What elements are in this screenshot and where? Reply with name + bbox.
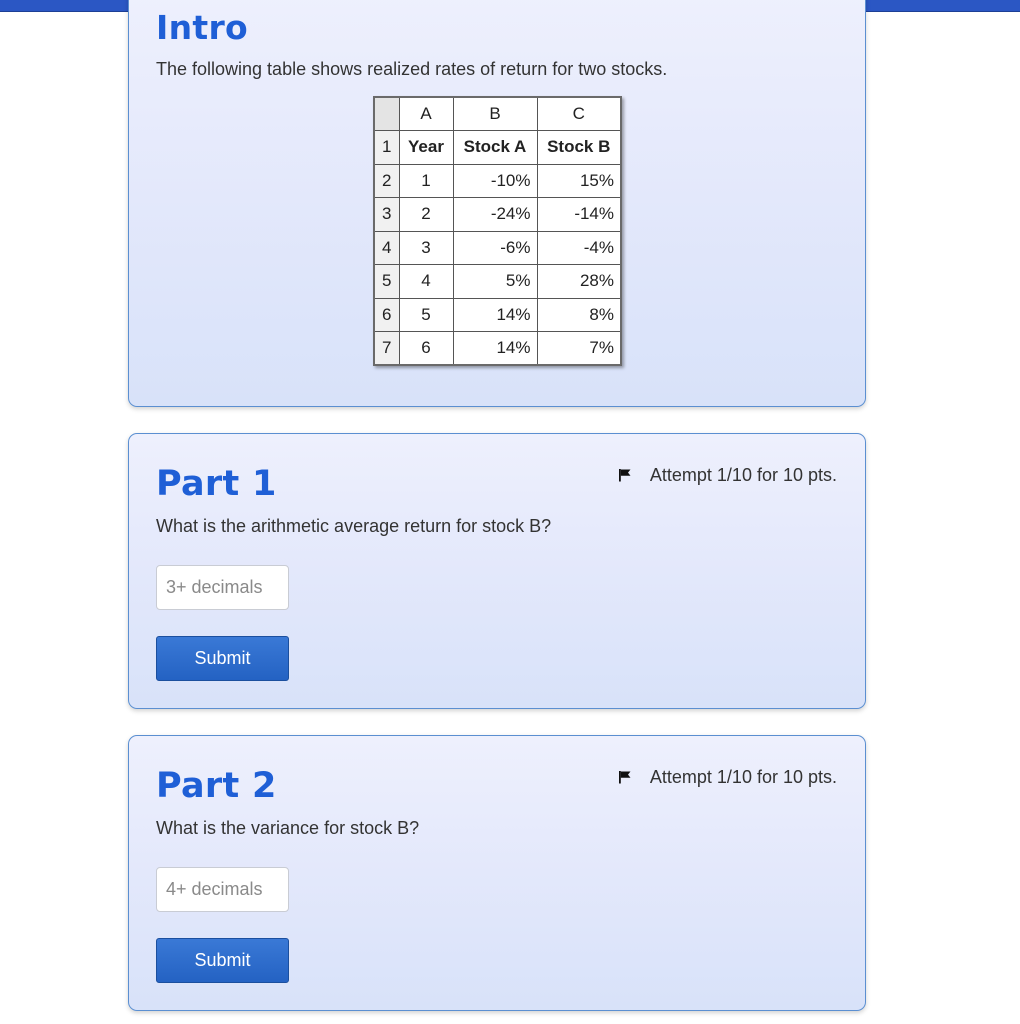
flag-icon[interactable] [618, 468, 632, 482]
table-header-row [374, 131, 621, 165]
attempt-info [618, 767, 837, 788]
stock-b-cell: 15% [537, 164, 621, 198]
table-row [374, 164, 621, 198]
part-2-title: Part 2 [156, 766, 277, 806]
table-row [374, 265, 621, 299]
row-number: 2 [374, 164, 399, 198]
column-header-row [374, 97, 621, 131]
stock-b-cell: 28% [537, 265, 621, 299]
column-letter: C [537, 97, 621, 131]
stock-a-cell: 5% [453, 265, 537, 299]
part-2-question: What is the variance for stock B? [156, 818, 420, 838]
row-number: 4 [374, 231, 399, 265]
table-row [374, 332, 621, 366]
row-number: 3 [374, 198, 399, 232]
year-cell: 6 [399, 332, 453, 366]
stock-b-cell: -14% [537, 198, 621, 232]
intro-text: The following table shows realized rates of return for two stocks. [156, 59, 668, 79]
intro-card [128, 0, 866, 407]
stock-b-cell: 7% [537, 332, 621, 366]
header-stock-a: Stock A [453, 131, 537, 165]
year-cell: 2 [399, 198, 453, 232]
column-letter: A [399, 97, 453, 131]
stock-a-cell: -10% [453, 164, 537, 198]
row-number: 1 [374, 131, 399, 165]
year-cell: 3 [399, 231, 453, 265]
year-cell: 5 [399, 298, 453, 332]
table-row [374, 198, 621, 232]
part-1-title: Part 1 [156, 464, 277, 504]
stock-a-cell: 14% [453, 298, 537, 332]
row-number: 6 [374, 298, 399, 332]
part-2-card [128, 735, 866, 1011]
column-letter: B [453, 97, 537, 131]
returns-table [373, 96, 622, 366]
stock-a-cell: 14% [453, 332, 537, 366]
row-number: 7 [374, 332, 399, 366]
part-1-submit-button[interactable]: Submit [156, 636, 289, 681]
table-corner [374, 97, 399, 131]
part-1-question: What is the arithmetic average return for stock B? [156, 516, 552, 536]
stock-b-cell: 8% [537, 298, 621, 332]
row-number: 5 [374, 265, 399, 299]
stock-a-cell: -6% [453, 231, 537, 265]
flag-icon[interactable] [618, 770, 632, 784]
year-cell: 1 [399, 164, 453, 198]
stock-b-cell: -4% [537, 231, 621, 265]
year-cell: 4 [399, 265, 453, 299]
stock-a-cell: -24% [453, 198, 537, 232]
attempt-label: Attempt 1/10 for 10 pts. [649, 767, 837, 787]
part-1-answer-input[interactable] [156, 565, 289, 610]
table-row [374, 231, 621, 265]
attempt-info [618, 465, 837, 486]
attempt-label: Attempt 1/10 for 10 pts. [649, 465, 837, 485]
header-stock-b: Stock B [537, 131, 621, 165]
table-row [374, 298, 621, 332]
header-year: Year [399, 131, 453, 165]
part-1-card [128, 433, 866, 709]
part-2-answer-input[interactable] [156, 867, 289, 912]
part-2-submit-button[interactable]: Submit [156, 938, 289, 983]
intro-title: Intro [156, 8, 248, 47]
